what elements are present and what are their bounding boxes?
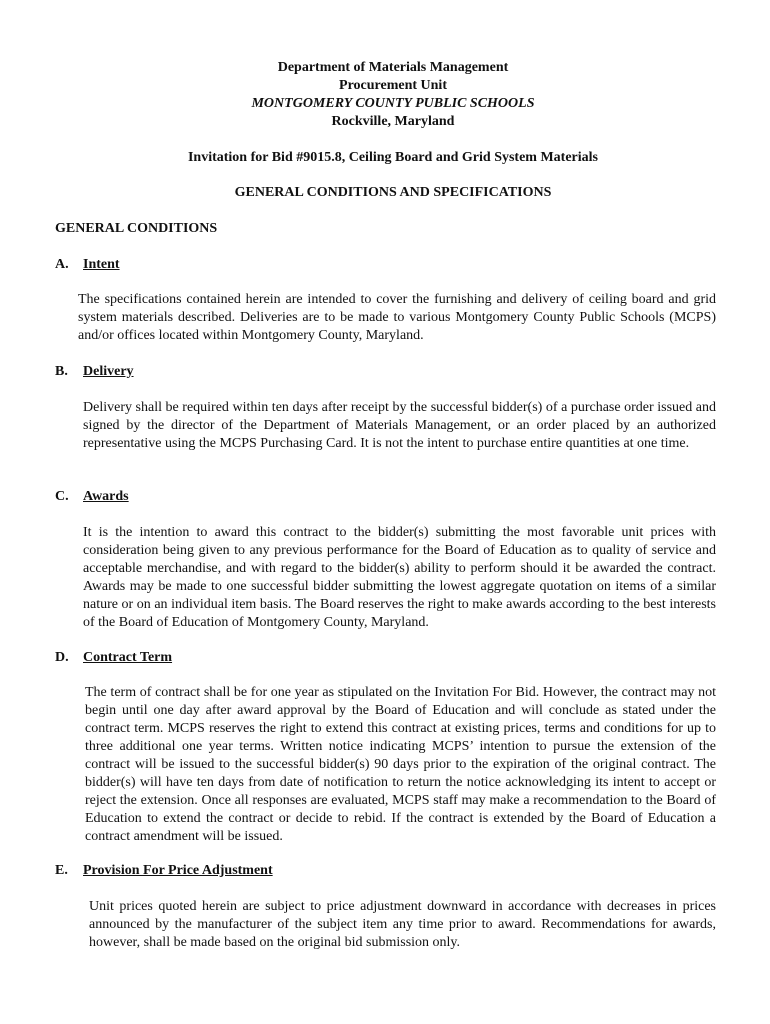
general-conditions-heading: GENERAL CONDITIONS xyxy=(55,221,218,236)
section-d-heading xyxy=(55,649,172,667)
section-e-title: Provision For Price Adjustment xyxy=(83,863,273,878)
section-a-title: Intent xyxy=(83,257,120,272)
bid-title: Invitation for Bid #9015.8, Ceiling Board and Grid System Materials xyxy=(187,150,599,165)
section-b-text: Delivery shall be required within ten days after receipt by the successful bidder(s) of a purchase order issued and signed by the director of the Department of Materials Management, or an order placed by an authorized representative using the MCPS Purchasing Card. It is not the intent to purchase entire quantities at one time. xyxy=(83,400,716,451)
department-name: Department of Materials Management xyxy=(277,60,509,75)
section-c-letter: C. xyxy=(55,489,69,504)
section-d-text: The term of contract shall be for one year as stipulated on the Invitation For Bid. However, the contract may not begin until one day after award approval by the Board of Education and will conclude as stated under the contract term. MCPS reserves the right to extend this contract at existing prices, terms and conditions for up to three additional one year terms. Written notice indicating MCPS’ intention to pursue the extension of the contract will be issued to the successful bidder(s) 90 days prior to the expiration of the original contract. The bidder(s) will have ten days from date of notification to return the notice acknowledging its intent to accept or reject the extension. Once all responses are evaluated, MCPS staff may make a recommendation to the Board of Education to extend the contract or decide to rebid. If the contract is extended by the Board of Education a contract amendment will be issued. xyxy=(85,685,716,844)
section-b-letter: B. xyxy=(55,364,68,379)
location: Rockville, Maryland xyxy=(331,114,455,129)
section-e-text: Unit prices quoted herein are subject to price adjustment downward in accordance with decreases in prices announced by the manufacturer of the subject item any time prior to award. Recommendations for awards, however, shall be made based on the original bid submission only. xyxy=(89,899,716,950)
section-a-letter: A. xyxy=(55,257,69,272)
section-d-title: Contract Term xyxy=(83,650,173,665)
section-a-heading xyxy=(55,256,120,274)
section-e-heading xyxy=(55,862,273,880)
section-a-text: The specifications contained herein are intended to cover the furnishing and delivery of ceiling board and grid system materials described. Deliveries are to be made to various Montgomery County Public Schools (MCPS) and/or offices located within Montgomery County, Maryland. xyxy=(78,292,716,343)
section-c-text: It is the intention to award this contract to the bidder(s) submitting the most favorable unit prices with consideration being given to any previous performance for the Board of Education as to quality of service and acceptable merchandise, and with regard to the bidder(s) ability to perform should it be awarded the contract. Awards may be made to one successful bidder submitting the lowest aggregate quotation on items of a similar nature or on an individual item basis. The Board reserves the right to make awards according to the best interests of the Board of Education of Montgomery County, Maryland. xyxy=(83,525,716,630)
section-e-letter: E. xyxy=(55,863,68,878)
unit-name: Procurement Unit xyxy=(339,78,447,93)
section-b-heading xyxy=(55,363,134,381)
organization-name: MONTGOMERY COUNTY PUBLIC SCHOOLS xyxy=(251,96,535,111)
document-title: GENERAL CONDITIONS AND SPECIFICATIONS xyxy=(234,185,552,200)
document-header xyxy=(0,59,770,131)
section-b-title: Delivery xyxy=(83,364,134,379)
section-d-letter: D. xyxy=(55,650,69,665)
section-c-title: Awards xyxy=(83,489,129,504)
section-c-heading xyxy=(55,488,129,506)
